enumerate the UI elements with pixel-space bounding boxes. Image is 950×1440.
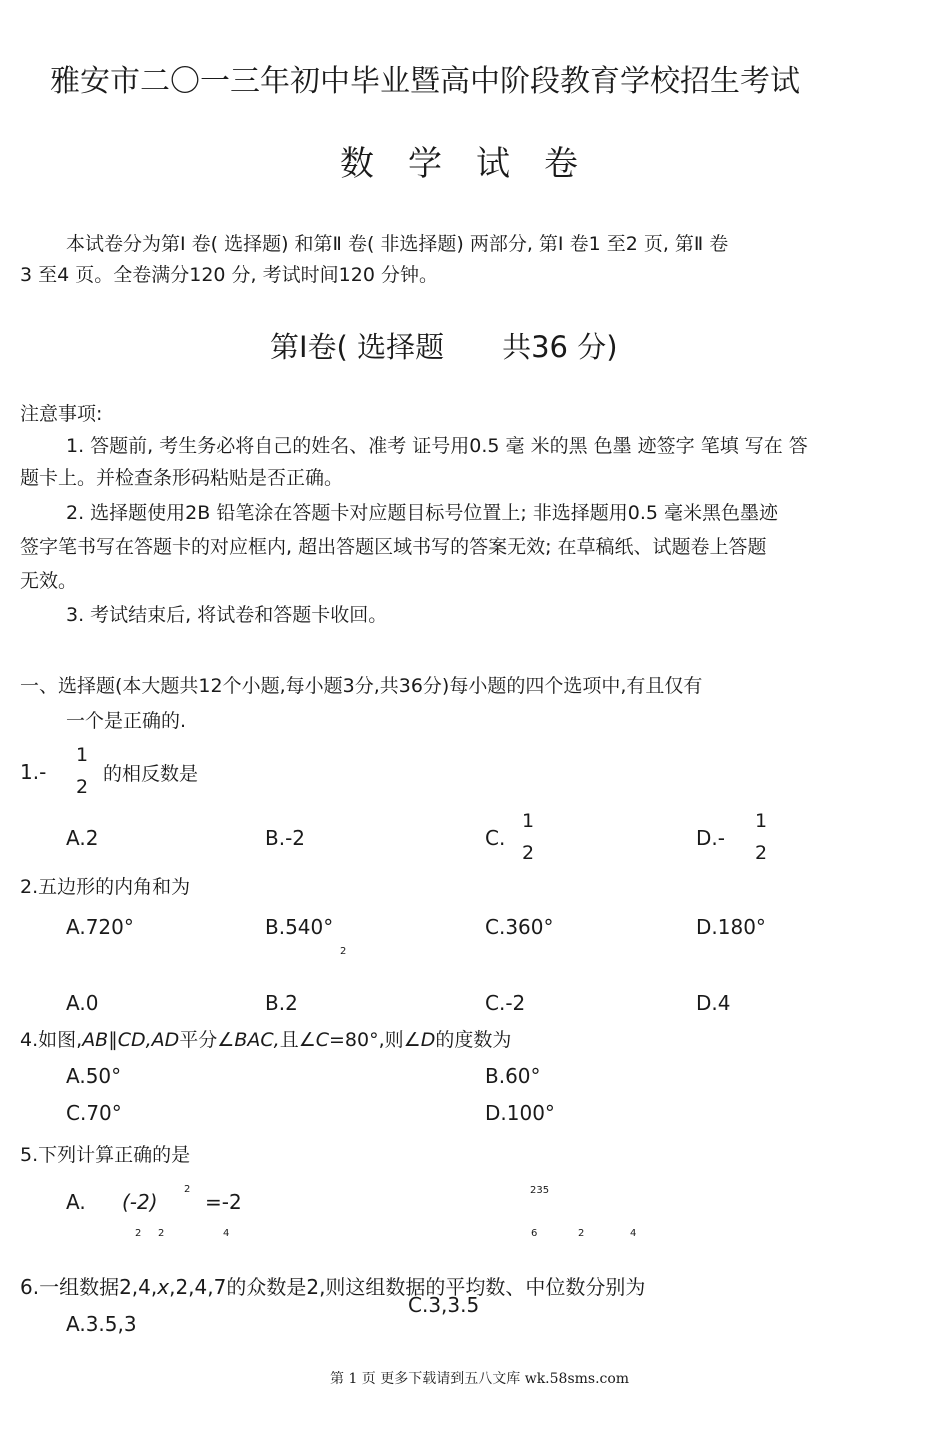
q4-stem: [20, 1025, 511, 1052]
q4-text-4: BAC,: [234, 1029, 280, 1051]
q5-option-a-result: =-2: [205, 1190, 242, 1214]
q6-stem-pre: 6.一组数据2,4,: [20, 1275, 158, 1299]
q1-option-d-label: D.-: [696, 826, 725, 850]
q3-option-a: A.0: [66, 991, 99, 1015]
exam-subtitle: 数 学 试 卷: [340, 144, 578, 184]
q5-fragment-4b: 4: [630, 1228, 637, 1239]
q5-fragment-2a: 2: [135, 1228, 142, 1239]
q5-option-a-base: (-2): [122, 1190, 158, 1214]
intro-line-2: 3 至4 页。全卷满分120 分, 考试时间120 分钟。: [20, 264, 438, 286]
q4-text-6: C: [315, 1029, 330, 1051]
q5-fragment-235: 235: [530, 1185, 550, 1196]
q1-option-d-denominator: 2: [755, 842, 768, 864]
q4-text-9: D: [420, 1029, 436, 1051]
q4-text-3: 平分∠: [179, 1029, 235, 1051]
q2-option-b: B.540°: [265, 915, 334, 939]
q3-option-c: C.-2: [485, 991, 526, 1015]
q1-option-c-numerator: 1: [522, 810, 535, 832]
q1-option-d-fraction: [755, 812, 767, 863]
q2-stem: 2.五边形的内角和为: [20, 876, 191, 898]
q4-option-a: A.50°: [66, 1064, 122, 1088]
q5-fragment-4a: 4: [223, 1228, 230, 1239]
note-3: 3. 考试结束后, 将试卷和答题卡收回。: [66, 604, 388, 626]
q4-text-10: 的度数为: [435, 1029, 512, 1051]
exam-title: 雅安市二〇一三年初中毕业暨高中阶段教育学校招生考试: [50, 64, 800, 99]
q4-text-5: 且∠: [279, 1029, 316, 1051]
q1-fraction: [76, 746, 88, 797]
q1-option-c-label: C.: [485, 826, 506, 850]
q6-option-c: C.3,3.5: [408, 1293, 480, 1317]
notes-heading: 注意事项:: [20, 403, 103, 425]
q6-stem-x: x: [157, 1275, 170, 1299]
q1-option-d-numerator: 1: [755, 810, 768, 832]
note-2-line-2: 签字笔书写在答题卡的对应框内, 超出答题区域书写的答案无效; 在草稿纸、试题卷上答题: [20, 536, 767, 558]
q4-text-2: AB∥CD,AD: [82, 1029, 180, 1051]
q6-stem-post: ,2,4,7的众数是2,则这组数据的平均数、中位数分别为: [169, 1275, 646, 1299]
section-title: 第Ⅰ卷( 选择题 共36 分): [270, 330, 618, 364]
q2-option-d: D.180°: [696, 915, 766, 939]
part-1-heading-line-2: 一个是正确的.: [66, 710, 187, 732]
q5-option-a-label: A.: [66, 1190, 86, 1214]
q1-prefix: 1.-: [20, 760, 47, 784]
q4-option-c: C.70°: [66, 1101, 122, 1125]
q4-number: 4.: [20, 1029, 39, 1051]
page-footer: 第 1 页 更多下载请到五八文库 wk.58sms.com: [330, 1371, 630, 1387]
q3-superscript: 2: [340, 946, 347, 957]
q5-option-a-exponent: 2: [184, 1184, 191, 1195]
note-2-line-1: 2. 选择题使用2B 铅笔涂在答题卡对应题目标号位置上; 非选择题用0.5 毫米黑色墨迹: [66, 502, 779, 524]
q4-option-b: B.60°: [485, 1064, 541, 1088]
q1-fraction-numerator: 1: [76, 744, 89, 766]
q1-option-c-fraction: [522, 812, 534, 863]
q6-option-a: A.3.5,3: [66, 1312, 137, 1336]
intro-line-1: 本试卷分为第Ⅰ 卷( 选择题) 和第Ⅱ 卷( 非选择题) 两部分, 第Ⅰ 卷1 至2 页, 第Ⅱ 卷: [66, 233, 729, 255]
q3-option-d: D.4: [696, 991, 731, 1015]
q1-option-b: B.-2: [265, 826, 306, 850]
q5-fragment-2b: 2: [158, 1228, 165, 1239]
q2-option-a: A.720°: [66, 915, 134, 939]
q3-option-b: B.2: [265, 991, 298, 1015]
q4-text-7: =80°,: [329, 1029, 385, 1051]
q5-fragment-6: 6: [531, 1228, 538, 1239]
note-1-line-1: 1. 答题前, 考生务必将自己的姓名、准考 证号用0.5 毫 米的黑 色墨 迹签字 笔填 写在 答: [66, 435, 808, 457]
q5-fragment-2c: 2: [578, 1228, 585, 1239]
part-1-heading-line-1: 一、选择题(本大题共12个小题,每小题3分,共36分)每小题的四个选项中,有且仅有: [20, 675, 703, 697]
q4-text-1: 如图,: [38, 1029, 83, 1051]
q5-stem: 5.下列计算正确的是: [20, 1144, 191, 1166]
q4-text-8: 则∠: [384, 1029, 421, 1051]
q1-option-a: A.2: [66, 826, 99, 850]
q1-stem-text: 的相反数是: [103, 763, 199, 785]
q4-option-d: D.100°: [485, 1101, 555, 1125]
q2-option-c: C.360°: [485, 915, 554, 939]
note-1-line-2: 题卡上。并检查条形码粘贴是否正确。: [20, 467, 344, 489]
q1-option-c-denominator: 2: [522, 842, 535, 864]
note-2-line-3: 无效。: [20, 570, 78, 592]
q6-stem: [20, 1271, 645, 1300]
q1-fraction-denominator: 2: [76, 776, 89, 798]
